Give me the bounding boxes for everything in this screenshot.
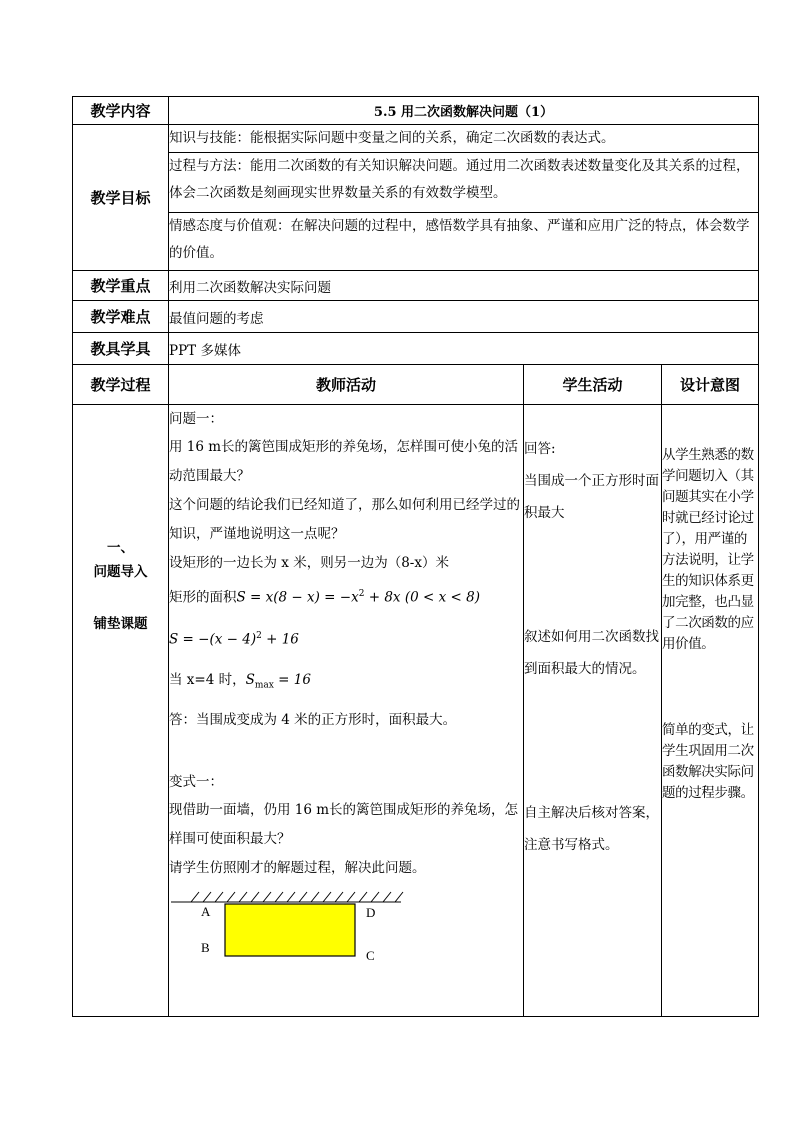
- label-key-point: 教学重点: [73, 271, 169, 301]
- max-value: [169, 660, 523, 706]
- tools-value: PPT 多媒体: [169, 333, 759, 365]
- vertex-label-b: B: [201, 939, 210, 955]
- lesson-plan-sheet: [72, 96, 758, 1017]
- stage-title: 问题导入: [93, 564, 148, 580]
- v1-text: 现借助一面墙，仍用 16 m长的篱笆围成矩形的养兔场，怎样围可使面积最大？: [169, 801, 519, 847]
- header-student: 学生活动: [524, 365, 662, 405]
- max-tail: = 16: [273, 672, 311, 688]
- vertex-exp: 2: [256, 630, 262, 641]
- teacher-activity-cell: [169, 405, 524, 1017]
- row-tools: [73, 333, 759, 365]
- area-S: S: [236, 589, 246, 606]
- vertex-form: [169, 615, 523, 661]
- design-intent-2: 简单的变式，让学生巩固用二次函数解决实际问题的过程步骤。: [662, 722, 754, 801]
- header-process: 教学过程: [73, 365, 169, 405]
- difficulty-value: 最值问题的考虑: [169, 301, 759, 333]
- student-narrate: 叙述如何用二次函数找到面积最大的情况。: [524, 629, 659, 677]
- header-teacher: 教师活动: [169, 365, 524, 405]
- row-content: [73, 97, 759, 125]
- student-self-solve: 自主解决后核对答案，注意书写格式。: [524, 805, 659, 853]
- area-exp: 2: [358, 589, 365, 599]
- design-intent-1: 从学生熟悉的数学问题切入（其问题其实在小学时就已经讨论过了），用严谨的方法说明，让学生的知识体系更加完整，也凸显了二次函数的应用价值。: [662, 447, 754, 652]
- vertex-label-a: A: [201, 903, 211, 919]
- goal-process: 过程与方法：能用二次函数的有关知识解决问题。通过用二次函数表述数量变化及其关系的过程，体会二次函数是刻画现实世界数量关系的有效数学模型。: [169, 153, 759, 213]
- header-design: 设计意图: [662, 365, 759, 405]
- area-body: = x(8 − x) = −x: [245, 589, 359, 606]
- wall-hatching: [171, 892, 403, 902]
- max-sub: max: [254, 680, 274, 691]
- label-goals: 教学目标: [73, 125, 169, 271]
- vertex-label-c: C: [366, 947, 375, 963]
- vertex-S: S: [169, 631, 179, 647]
- max-S: S: [245, 672, 255, 688]
- row-process-body: [73, 405, 759, 1017]
- student-answer-label: 回答:: [524, 441, 556, 457]
- row-key-point: [73, 271, 759, 301]
- v1-title: 变式一：: [169, 773, 223, 790]
- lesson-plan-table: [72, 96, 759, 1017]
- q1-title: 问题一：: [169, 411, 223, 427]
- wall-rectangle-figure: [169, 888, 409, 968]
- label-content: 教学内容: [73, 97, 169, 125]
- key-point-value: 利用二次函数解决实际问题: [169, 271, 759, 301]
- q1-setup: 设矩形的一边长为 x 米，则另一边为（8-x）米: [169, 555, 449, 571]
- max-prefix: 当 x=4 时，: [169, 672, 246, 688]
- area-formula: [169, 577, 523, 615]
- stage-cell: [73, 405, 169, 1017]
- student-answer-text: 当围成一个正方形时面积最大: [524, 473, 659, 521]
- stage-number: 一、: [107, 540, 134, 556]
- area-prefix: 矩形的面积: [169, 589, 237, 606]
- stage-subtitle: 铺垫课题: [93, 616, 148, 632]
- vertex-label-d: D: [366, 904, 376, 920]
- goal-knowledge: 知识与技能：能根据实际问题中变量之间的关系，确定二次函数的表达式。: [169, 125, 759, 153]
- row-process-header: [73, 365, 759, 405]
- q1-text: 用 16 m长的篱笆围成矩形的养兔场，怎样围可使小兔的活动范围最大？: [169, 439, 519, 484]
- row-goals-attitude: [73, 213, 759, 271]
- vertex-tail: + 16: [261, 631, 299, 647]
- q1-answer: 答：当围成变成为 4 米的正方形时，面积最大。: [169, 711, 457, 728]
- design-intent-cell: [662, 405, 759, 1017]
- v1-instruction: 请学生仿照刚才的解题过程，解决此问题。: [169, 859, 426, 876]
- row-difficulty: [73, 301, 759, 333]
- lesson-title: 5.5 用二次函数解决问题（1）: [169, 97, 759, 125]
- label-difficulty: 教学难点: [73, 301, 169, 333]
- q1-discuss: 这个问题的结论我们已经知道了，那么如何利用已经学过的知识，严谨地说明这一点呢？: [169, 497, 520, 542]
- vertex-body: = −(x − 4): [178, 631, 257, 647]
- row-goals-knowledge: [73, 125, 759, 153]
- area-tail: + 8x (0 < x < 8): [364, 589, 480, 606]
- student-activity-cell: [524, 405, 662, 1017]
- label-tools: 教具学具: [73, 333, 169, 365]
- enclosure-rectangle: [225, 904, 355, 956]
- goal-attitude: 情感态度与价值观：在解决问题的过程中，感悟数学具有抽象、严谨和应用广泛的特点，体会数学的价值。: [169, 213, 759, 271]
- row-goals-process: [73, 153, 759, 213]
